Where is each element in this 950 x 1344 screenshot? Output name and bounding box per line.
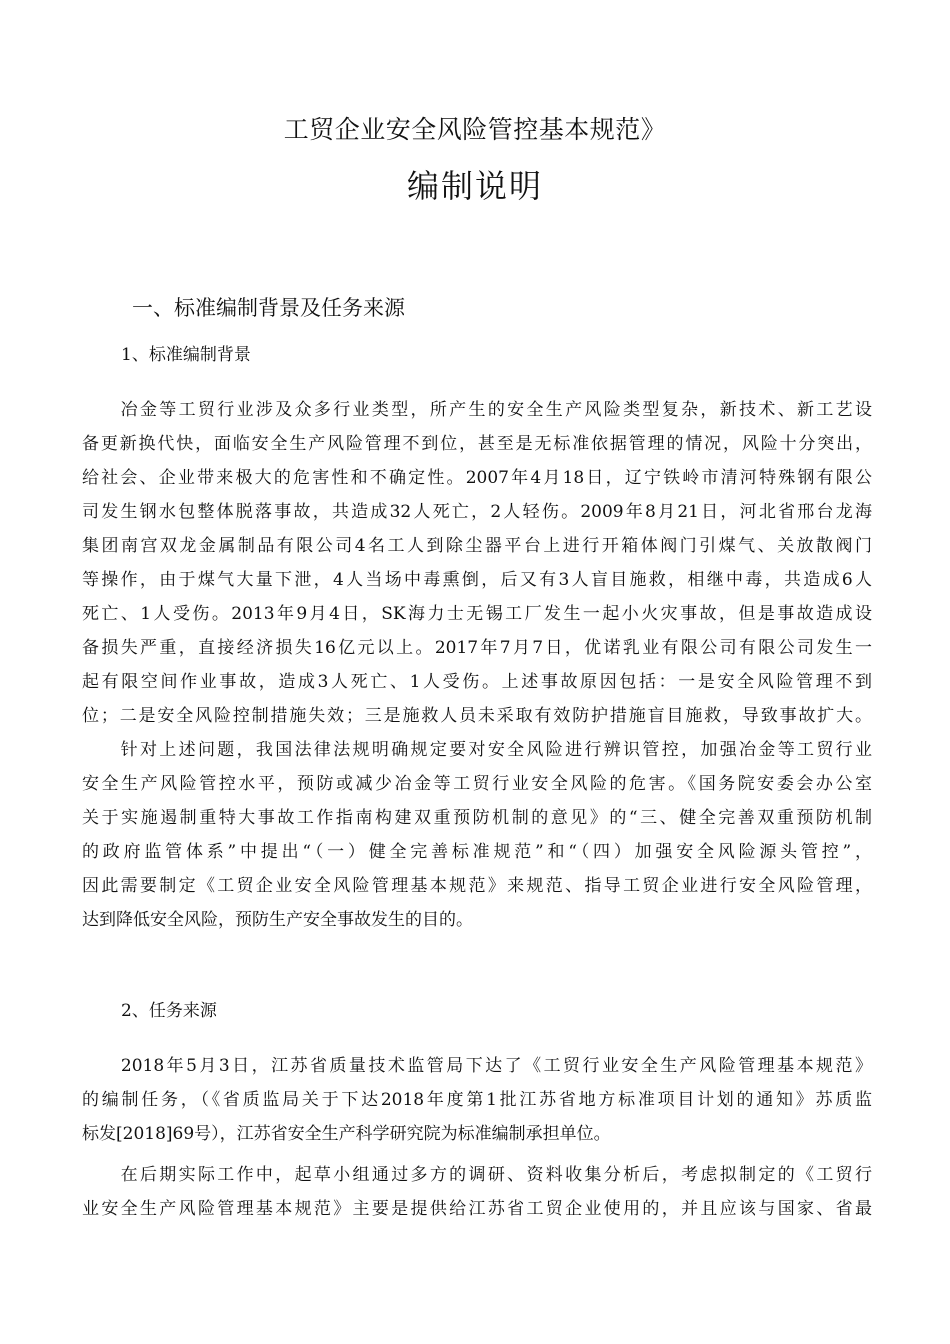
paragraph-later-work — [82, 1158, 872, 1226]
paragraph-line: 的编制任务，（《省质监局关于下达2018年度第1批江苏省地方标准项目计划的通知》苏质监 — [82, 1090, 872, 1110]
paragraph-line: 关于实施遏制重特大事故工作指南构建双重预防机制的意见》的“三、健全完善双重预防机制 — [82, 808, 872, 828]
paragraph-task-source — [82, 1049, 872, 1151]
paragraph-problem — [82, 733, 872, 937]
paragraph-line: 司发生钢水包整体脱落事故，共造成32人死亡，2人轻伤。2009年8月21日，河北省邢台龙海 — [82, 502, 872, 522]
paragraph-line: 备损失严重，直接经济损失16亿元以上。2017年7月7日，优诺乳业有限公司有限公司发生一 — [82, 638, 872, 658]
subsection-heading-source: 2、任务来源 — [121, 1001, 217, 1021]
paragraph-line: 备更新换代快，面临安全生产风险管理不到位，甚至是无标准依据管理的情况，风险十分突出， — [82, 434, 872, 454]
paragraph-line: 因此需要制定《工贸企业安全风险管理基本规范》来规范、指导工贸企业进行安全风险管理， — [82, 876, 872, 896]
paragraph-line: 位；二是安全风险控制措施失效；三是施救人员未采取有效防护措施盲目施救，导致事故扩大。 — [82, 706, 872, 726]
paragraph-line: 起有限空间作业事故，造成3人死亡、1人受伤。上述事故原因包括：一是安全风险管理不到 — [82, 672, 872, 692]
paragraph-line: 业安全生产风险管理基本规范》主要是提供给江苏省工贸企业使用的，并且应该与国家、省最 — [82, 1199, 872, 1219]
document-title: 工贸企业安全风险管控基本规范》 — [283, 115, 667, 144]
paragraph-line: 安全生产风险管控水平，预防或减少冶金等工贸行业安全风险的危害。《国务院安委会办公室 — [82, 774, 872, 794]
paragraph-line: 针对上述问题，我国法律法规明确规定要对安全风险进行辨识管控，加强冶金等工贸行业 — [82, 740, 872, 760]
paragraph-line: 死亡、1人受伤。2013年9月4日，SK海力士无锡工厂发生一起小火灾事故，但是事故造成设 — [82, 604, 872, 624]
paragraph-line: 达到降低安全风险，预防生产安全事故发生的目的。 — [82, 910, 473, 930]
subsection-heading-background: 1、标准编制背景 — [121, 345, 251, 365]
paragraph-line: 2018年5月3日，江苏省质量技术监管局下达了《工贸行业安全生产风险管理基本规范》 — [82, 1056, 872, 1076]
paragraph-line: 等操作，由于煤气大量下泄，4人当场中毒熏倒，后又有3人盲目施救，相继中毒，共造成6人 — [82, 570, 872, 590]
paragraph-background — [82, 393, 872, 733]
paragraph-line: 冶金等工贸行业涉及众多行业类型，所产生的安全生产风险类型复杂，新技术、新工艺设 — [82, 400, 872, 420]
paragraph-line: 标发[2018]69号），江苏省安全生产科学研究院为标准编制承担单位。 — [82, 1124, 611, 1144]
paragraph-line: 给社会、企业带来极大的危害性和不确定性。2007年4月18日，辽宁铁岭市清河特殊钢有限公 — [82, 468, 872, 488]
paragraph-line: 的政府监管体系”中提出“（一）健全完善标准规范”和“（四）加强安全风险源头管控”， — [82, 842, 872, 862]
section-heading-1: 一、标准编制背景及任务来源 — [132, 296, 405, 320]
paragraph-line: 集团南宫双龙金属制品有限公司4名工人到除尘器平台上进行开箱体阀门引煤气、关放散阀门 — [82, 536, 872, 556]
document-subtitle: 编制说明 — [406, 167, 543, 205]
paragraph-line: 在后期实际工作中，起草小组通过多方的调研、资料收集分析后，考虑拟制定的《工贸行 — [82, 1165, 872, 1185]
